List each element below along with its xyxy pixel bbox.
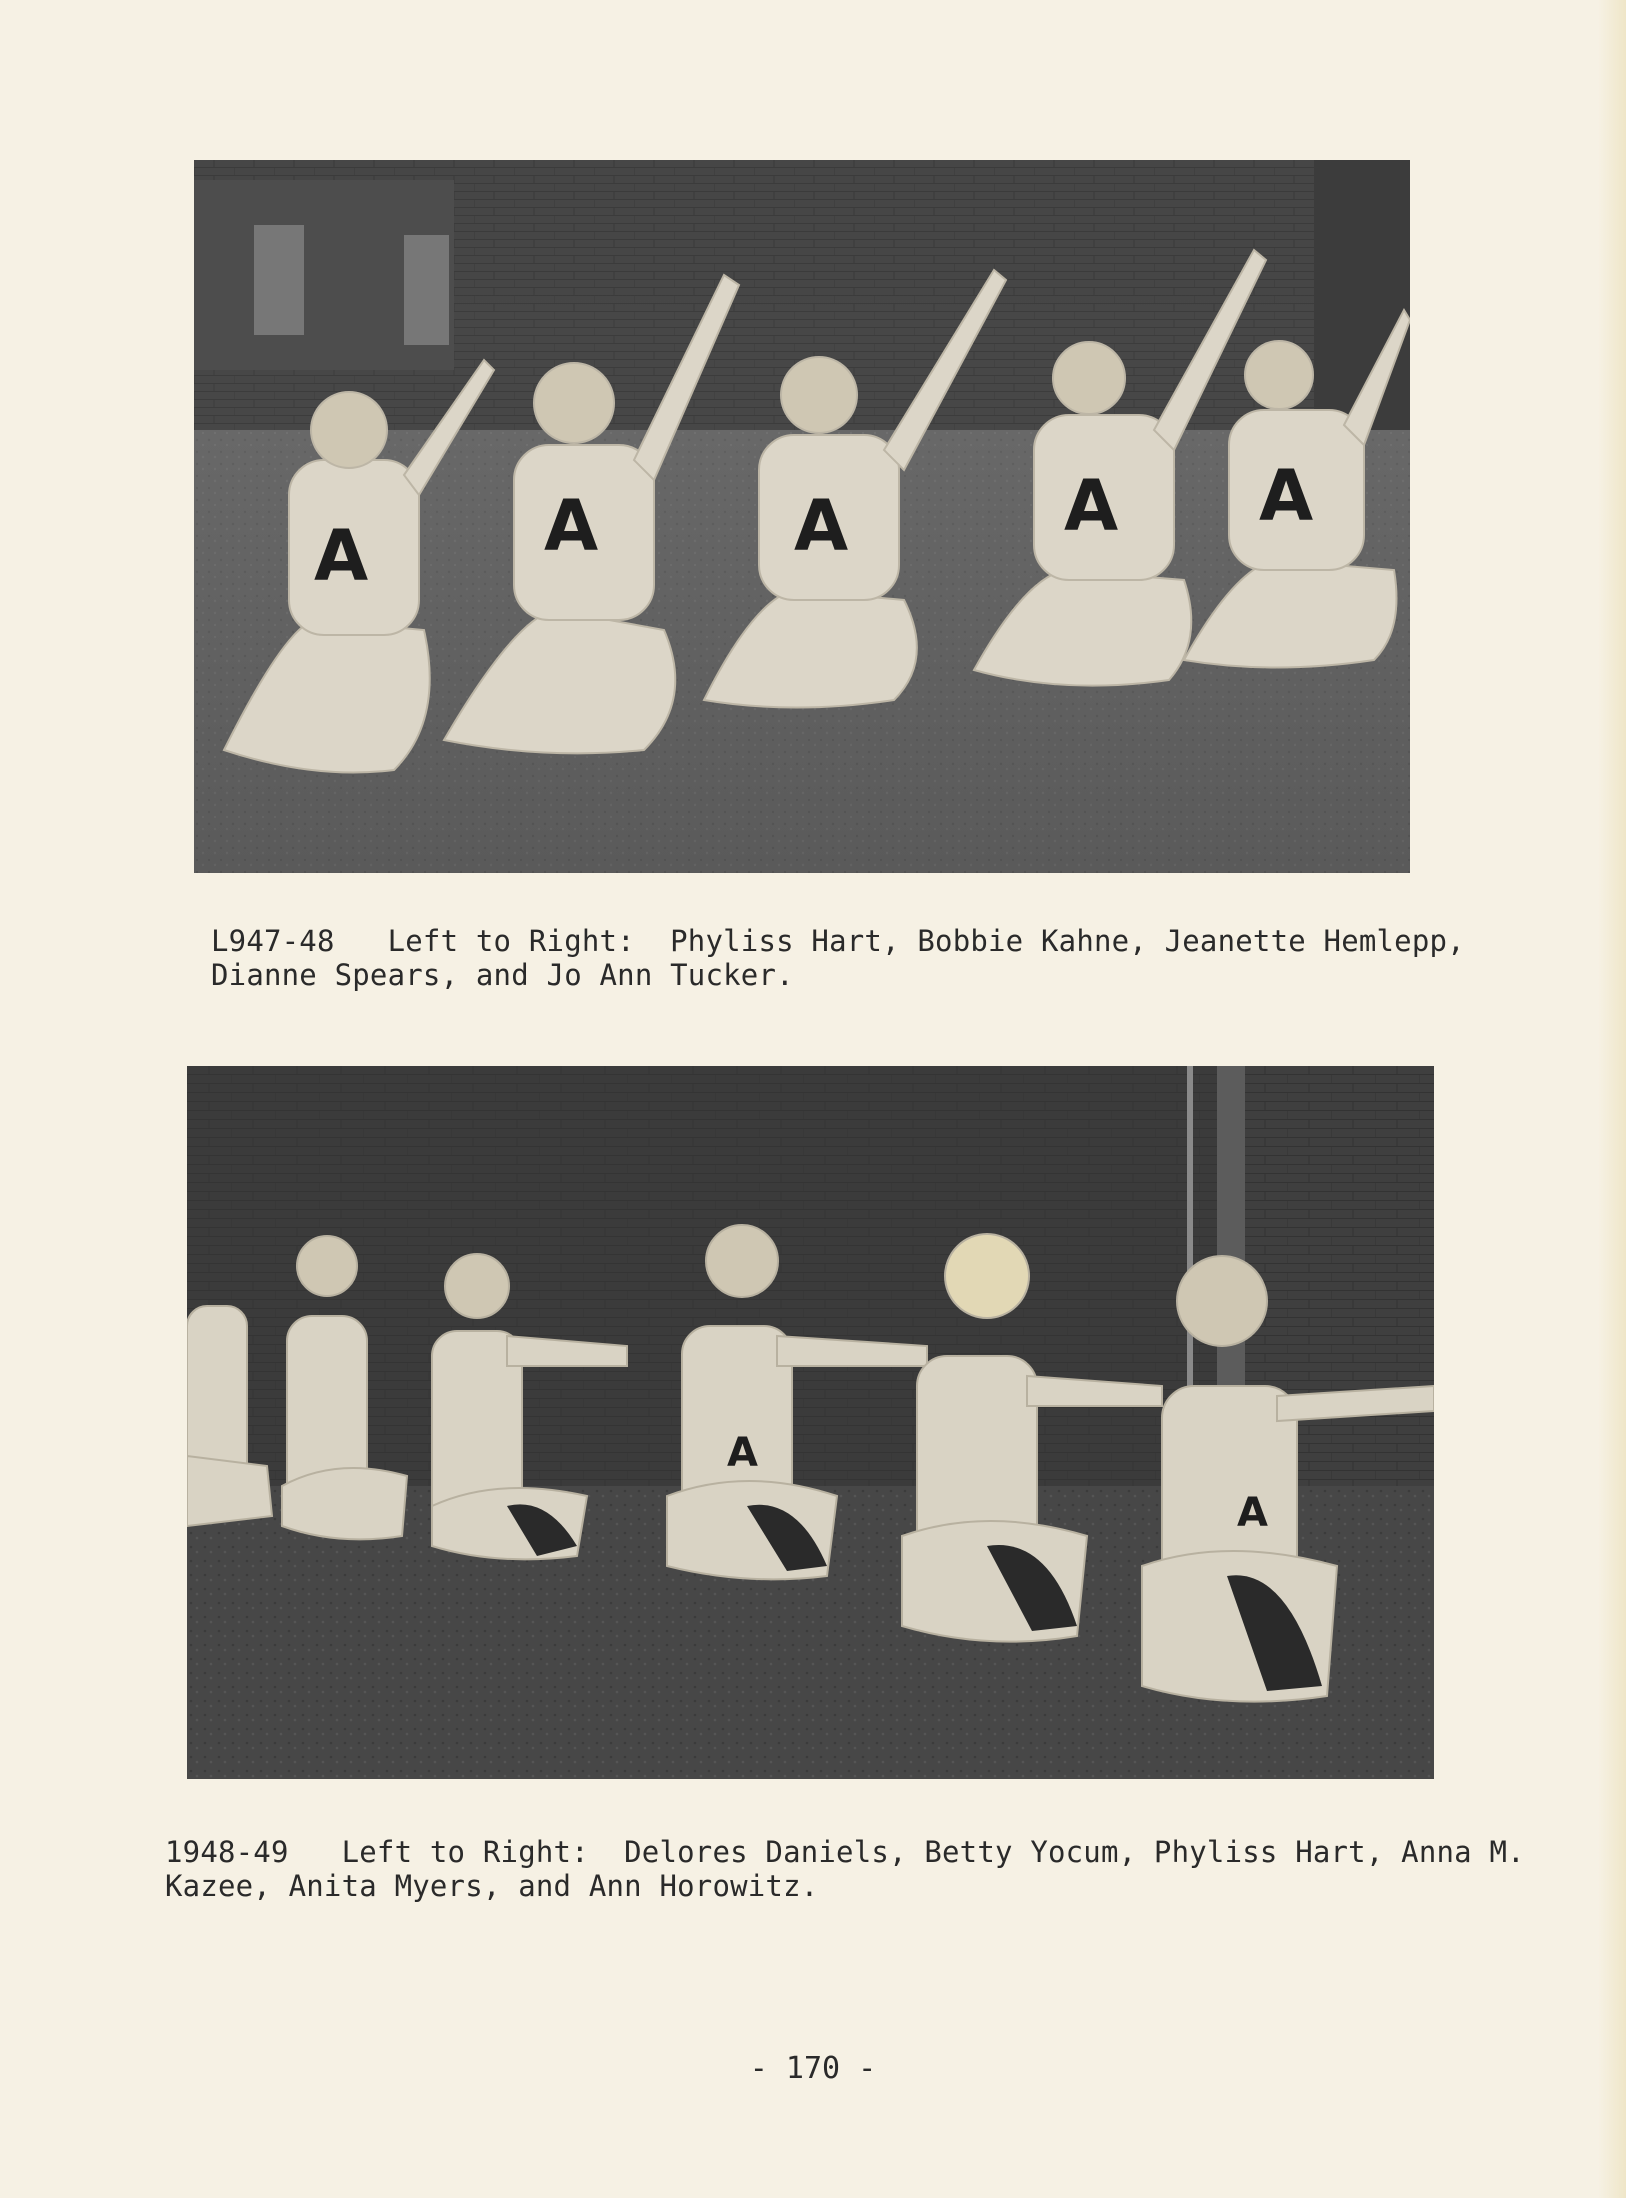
page-number: - 170 - (749, 2051, 877, 2086)
svg-text:A: A (1259, 455, 1314, 537)
photo-1-caption-line-2: Dianne Spears, and Jo Ann Tucker. (211, 958, 794, 992)
photo-1-caption-line-1: L947-48 Left to Right: Phyliss Hart, Bobbie Kahne, Jeanette Hemlepp, (211, 924, 1465, 958)
svg-text:A: A (794, 485, 849, 567)
cheerleaders-photo-1947-48 (194, 160, 1410, 873)
svg-text:A: A (314, 515, 369, 597)
photo-2-caption-line-1: 1948-49 Left to Right: Delores Daniels, Betty Yocum, Phyliss Hart, Anna M. (165, 1835, 1525, 1869)
svg-text:A: A (544, 485, 599, 567)
svg-text:A: A (727, 1430, 758, 1476)
svg-text:A: A (1064, 465, 1119, 547)
photo-2-caption-line-2: Kazee, Anita Myers, and Ann Horowitz. (165, 1869, 819, 1903)
page-edge-shadow (1598, 0, 1626, 2198)
svg-text:A: A (1237, 1490, 1268, 1536)
cheerleaders-photo-1948-49 (187, 1066, 1434, 1779)
